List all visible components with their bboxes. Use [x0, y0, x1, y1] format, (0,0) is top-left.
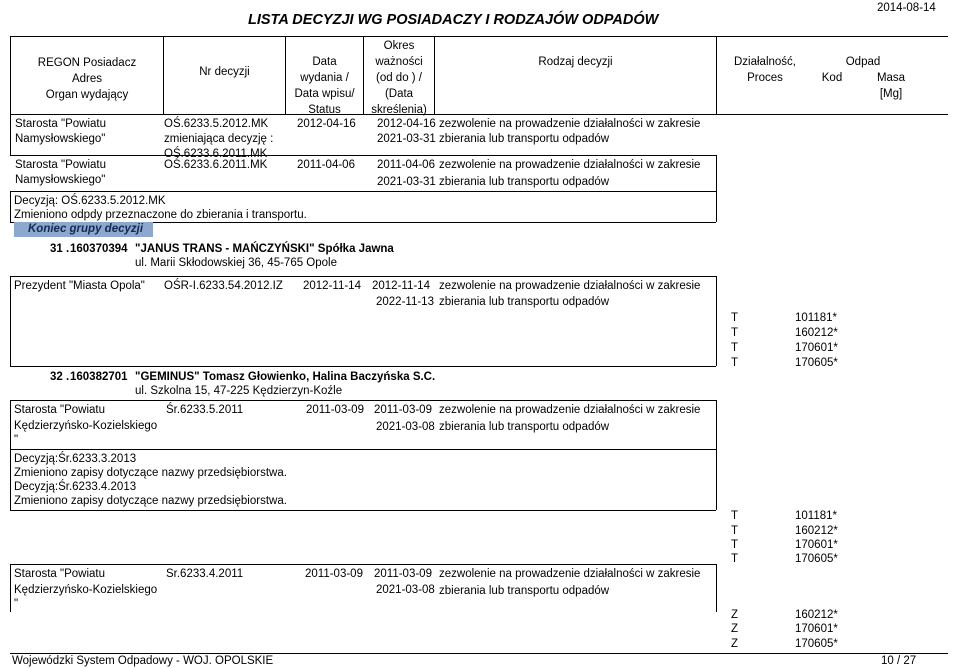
- header-masa-1: Masa: [876, 72, 906, 84]
- header-top-line: [10, 36, 948, 37]
- row-organ: [14, 403, 157, 447]
- note-box-left: [10, 191, 11, 222]
- header-divider-5: [716, 36, 717, 114]
- nr-line: OŚ.6233.6.2011.MK: [164, 148, 268, 160]
- header-data-1: Data: [312, 56, 337, 68]
- row-organ: [15, 117, 106, 146]
- row-organ: Prezydent "Miasta Opola": [14, 280, 145, 292]
- waste-process: T: [731, 553, 739, 565]
- organ-line: ": [14, 598, 19, 610]
- rodzaj-line: zbierania lub transportu odpadów: [439, 421, 610, 433]
- row-nr-decyzji: OŚ.6233.6.2011.MK: [164, 159, 268, 171]
- entity-address: ul. Marii Skłodowskiej 36, 45-765 Opole: [135, 257, 337, 269]
- header-divider-4: [434, 36, 435, 114]
- note-box-bottom: [10, 510, 716, 511]
- row-box-bottom: [10, 366, 716, 367]
- rodzaj-line: zezwolenie na prowadzenie działalności w zakresie: [439, 404, 701, 416]
- note-line: Zmieniono zapisy dotyczące nazwy przedsiębiorstwa.: [14, 467, 287, 479]
- waste-process: T: [731, 510, 739, 522]
- waste-process: Z: [731, 638, 739, 650]
- header-organ: Organ wydający: [45, 89, 129, 101]
- waste-code: 170601*: [795, 342, 838, 354]
- row-nr-decyzji: Śr.6233.5.2011: [166, 404, 244, 416]
- header-proces: Proces: [747, 72, 783, 84]
- waste-process: T: [731, 539, 739, 551]
- waste-process: T: [731, 312, 739, 324]
- row-box-left: [10, 564, 11, 612]
- rodzaj-line: zbierania lub transportu odpadów: [439, 585, 610, 597]
- waste-code: 101181*: [795, 510, 837, 522]
- header-data-3: Data wpisu/: [294, 88, 355, 100]
- note-line: Decyzją:Śr.6233.3.2013: [14, 453, 137, 465]
- note-line: Decyzją: OŚ.6233.5.2012.MK: [14, 195, 166, 207]
- entity-number: 31 .: [50, 243, 70, 255]
- waste-process: T: [731, 525, 739, 537]
- row-box-right: [716, 564, 717, 612]
- nr-line: zmieniająca decyzję :: [164, 133, 274, 145]
- header-okres-3: (od do ) /: [375, 72, 423, 84]
- organ-line: Starosta "Powiatu: [15, 118, 107, 130]
- report-title: LISTA DECYZJI WG POSIADACZY I RODZAJÓW ODPADÓW: [248, 12, 659, 28]
- header-col-okres: [364, 38, 434, 118]
- footer-page-number: 10 / 27: [881, 655, 917, 667]
- rodzaj-line: zezwolenie na prowadzenie działalności w zakresie: [439, 568, 701, 580]
- header-okres-1: Okres: [383, 40, 415, 52]
- waste-code: 160212*: [795, 327, 838, 339]
- row-date-from: 2012-04-16: [377, 118, 436, 130]
- row-rodzaj: [439, 158, 700, 189]
- report-date: 2014-08-14: [877, 2, 936, 14]
- footer-system-name: Wojewódzki System Odpadowy - WOJ. OPOLSKIE: [12, 655, 274, 667]
- row-box-right: [716, 276, 717, 366]
- header-col-organ: [11, 55, 163, 103]
- row-organ: [15, 158, 106, 187]
- row-box-top: [10, 276, 716, 277]
- waste-code: 170605*: [795, 553, 838, 565]
- decision-note: [14, 194, 307, 222]
- row-separator-left: [10, 114, 11, 155]
- header-odpad: Odpad: [845, 56, 881, 68]
- note-box-top: [10, 191, 716, 192]
- note-box-right: [716, 155, 717, 222]
- row-data: 2012-04-16: [297, 118, 356, 130]
- waste-code: 160212*: [795, 525, 838, 537]
- row-date-to: 2021-03-31: [377, 176, 436, 188]
- organ-line: Kędzierzyńsko-Kozielskiego: [14, 420, 158, 432]
- entity-regon: 160370394: [70, 243, 128, 255]
- header-regon: REGON Posiadacz: [37, 57, 137, 69]
- header-okres-4: (Data: [384, 88, 414, 100]
- entity-name: "JANUS TRANS - MAŃCZYŃSKI" Spółka Jawna: [135, 243, 394, 255]
- rodzaj-line: zbierania lub transportu odpadów: [439, 176, 610, 188]
- entity-name: "GEMINUS" Tomasz Głowienko, Halina Baczyńska S.C.: [135, 371, 436, 383]
- row-rodzaj: [439, 403, 700, 434]
- waste-code: 101181*: [795, 312, 837, 324]
- organ-line: Starosta "Powiatu: [14, 568, 106, 580]
- header-col-dzialalnosc: [720, 54, 810, 86]
- entity-regon: 160382701: [70, 371, 128, 383]
- entity-address: ul. Szkolna 15, 47-225 Kędzierzyn-Koźle: [135, 385, 343, 397]
- header-okres-5: skreślenia): [371, 104, 427, 116]
- row-nr-decyzji: Sr.6233.4.2011: [166, 568, 244, 580]
- note-box-top: [10, 449, 716, 450]
- row-date-to: 2021-03-08: [376, 584, 435, 596]
- row-date-from: 2011-03-09: [374, 568, 432, 580]
- header-bottom-line: [10, 114, 948, 115]
- waste-process: Z: [731, 609, 739, 621]
- row-date-to: 2021-03-31: [377, 133, 436, 145]
- rodzaj-line: zezwolenie na prowadzenie działalności w zakresie: [439, 280, 701, 292]
- organ-line: Kędzierzyńsko-Kozielskiego: [14, 584, 158, 596]
- rodzaj-line: zezwolenie na prowadzenie działalności w zakresie: [439, 118, 701, 130]
- entity-number: 32 .: [50, 371, 70, 383]
- waste-code: 170605*: [795, 357, 838, 369]
- row-date-from: 2011-03-09: [374, 404, 432, 416]
- rodzaj-line: zbierania lub transportu odpadów: [439, 296, 610, 308]
- header-nr-decyzji: Nr decyzji: [199, 66, 250, 78]
- row-date-to: 2021-03-08: [376, 421, 435, 433]
- row-rodzaj: [439, 279, 700, 309]
- decision-note: [14, 452, 287, 508]
- note-line: Zmieniono odpdy przeznaczone do zbierania i transportu.: [14, 209, 307, 221]
- organ-line: ": [14, 434, 19, 446]
- row-organ: [14, 567, 157, 611]
- rodzaj-line: zbierania lub transportu odpadów: [439, 133, 610, 145]
- row-date-to: 2022-11-13: [376, 296, 434, 308]
- organ-line: Namysłowskiego": [15, 174, 106, 186]
- note-line: Decyzją:Śr.6233.4.2013: [14, 481, 137, 493]
- waste-code: 170605*: [795, 638, 838, 650]
- header-data-2: wydania /: [300, 72, 349, 84]
- waste-process: T: [731, 327, 739, 339]
- waste-code: 170601*: [795, 539, 838, 551]
- note-line: Zmieniono zapisy dotyczące nazwy przedsiębiorstwa.: [14, 495, 287, 507]
- row-date-from: 2011-04-06: [377, 159, 435, 171]
- row-date-from: 2012-11-14: [372, 280, 430, 292]
- organ-line: Starosta "Powiatu: [14, 404, 106, 416]
- header-masa-2: [Mg]: [879, 88, 903, 100]
- header-col-data: [286, 54, 363, 118]
- row-box-top: [10, 400, 716, 401]
- waste-code: 160212*: [795, 609, 838, 621]
- row-box-right: [716, 400, 717, 510]
- row-separator: [10, 155, 716, 156]
- row-nr-decyzji: OŚR-I.6233.54.2012.IZ: [164, 280, 283, 292]
- row-box-left: [10, 400, 11, 510]
- header-kod: Kod: [821, 72, 843, 84]
- organ-line: Starosta "Powiatu: [15, 159, 107, 171]
- row-rodzaj: [439, 567, 700, 598]
- header-masa: [866, 70, 916, 102]
- row-data: 2012-11-14: [303, 280, 361, 292]
- row-data: 2011-03-09: [306, 404, 364, 416]
- waste-process: Z: [731, 623, 739, 635]
- header-address: Adres: [71, 73, 103, 85]
- header-rodzaj-decyzji: Rodzaj decyzji: [538, 56, 613, 68]
- organ-line: Namysłowskiego": [15, 133, 106, 145]
- header-data-4: Status: [308, 104, 341, 116]
- row-data: 2011-03-09: [305, 568, 363, 580]
- waste-code: 170601*: [795, 623, 838, 635]
- nr-line: OŚ.6233.5.2012.MK: [164, 118, 269, 130]
- row-box-left: [10, 276, 11, 366]
- waste-process: T: [731, 342, 739, 354]
- row-rodzaj: [439, 117, 700, 146]
- header-okres-2: ważności: [375, 56, 423, 68]
- waste-process: T: [731, 357, 739, 369]
- row-box-top: [10, 564, 716, 565]
- group-end-banner: Koniec grupy decyzji: [14, 222, 153, 237]
- row-data: 2011-04-06: [297, 159, 355, 171]
- rodzaj-line: zezwolenie na prowadzenie działalności w zakresie: [439, 159, 701, 171]
- header-dzialalnosc: Działalność,: [734, 56, 796, 68]
